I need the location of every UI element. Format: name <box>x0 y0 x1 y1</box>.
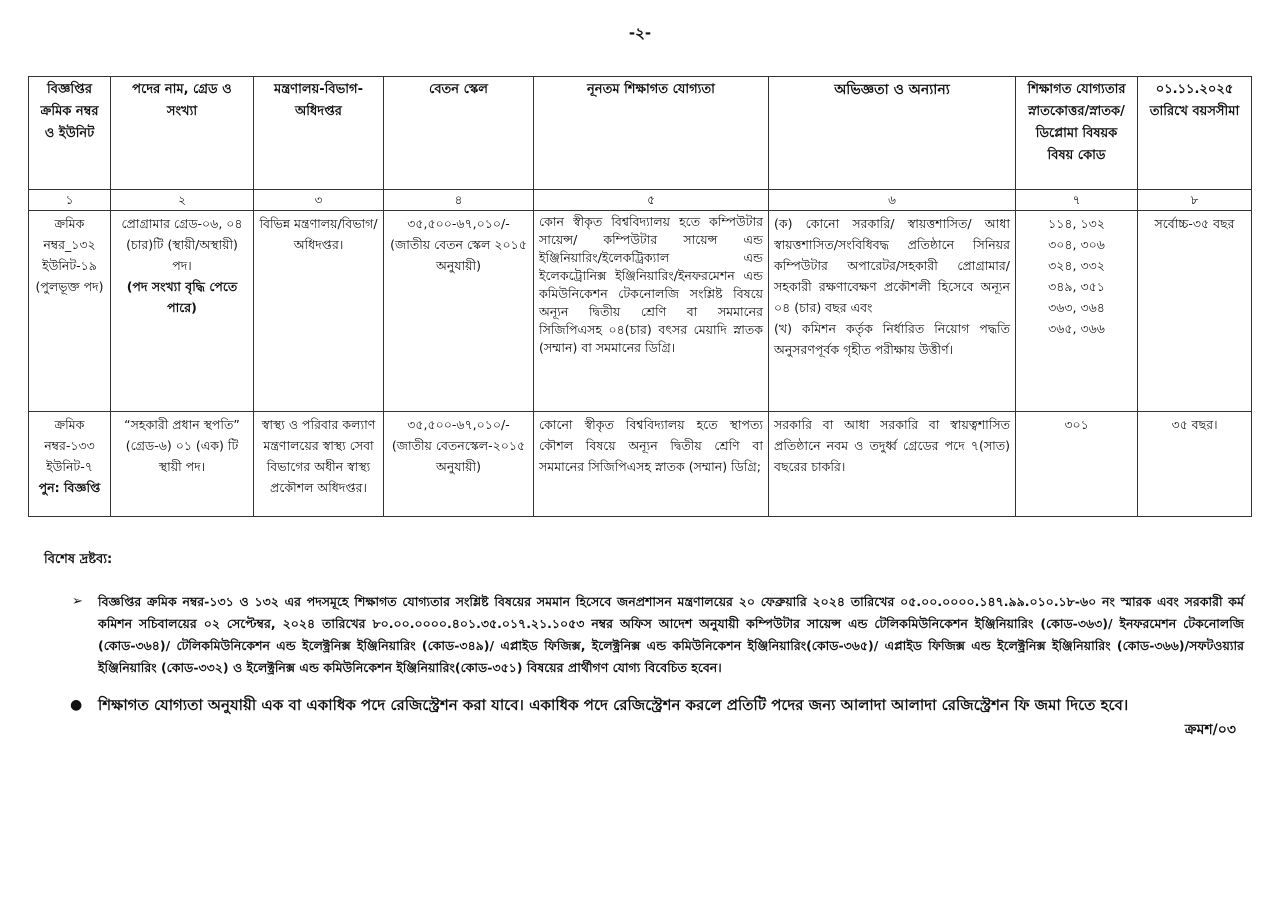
subject-code: ১১৪, ১৩২ <box>1048 216 1105 231</box>
age-limit-cell: সর্বোচ্চ-৩৫ বছর <box>1138 211 1252 412</box>
header-experience: অভিজ্ঞতা ও অন্যান্য <box>769 77 1016 190</box>
note-registration <box>70 693 1244 717</box>
serial-cell <box>29 412 111 517</box>
column-number: ৭ <box>1016 190 1138 211</box>
column-number-row <box>29 190 1252 211</box>
experience-cell <box>769 211 1016 412</box>
column-number: ১ <box>29 190 111 211</box>
header-ministry: মন্ত্রণালয়-বিভাগ-অধিদপ্তর <box>254 77 384 190</box>
post-cell <box>111 211 254 412</box>
post-text: প্রোগ্রামার গ্রেড-০৬, ০৪ (চার)টি (স্থায়ী/অস্থায়ী) পদ। <box>121 216 243 273</box>
notes-title: বিশেষ দ্রষ্টব্য: <box>44 552 113 567</box>
job-circular-table <box>28 76 1252 517</box>
re-advertisement-label: পুন: বিজ্ঞপ্তি <box>38 480 101 495</box>
header-age-limit: ০১.১১.২০২৫ তারিখে বয়সসীমা <box>1138 77 1252 190</box>
serial-text: ক্রমিক নম্বর-১৩৩ ইউনিট-৭ <box>44 417 95 474</box>
continued-label: ক্রমশ/০৩ <box>1184 722 1236 738</box>
dot-bullet-icon: ● <box>70 697 83 713</box>
subject-code: ৩৬৫, ৩৬৬ <box>1048 321 1105 336</box>
header-post: পদের নাম, গ্রেড ও সংখ্যা <box>111 77 254 190</box>
pay-scale-cell: ৩৫,৫০০-৬৭,০১০/- (জাতীয় বেতনস্কেল-২০১৫ অনুযায়ী) <box>384 412 534 517</box>
table-row <box>29 412 1252 517</box>
note-text: বিজ্ঞপ্তির ক্রমিক নম্বর-১৩১ ও ১৩২ এর পদসমূহে শিক্ষাগত যোগ্যতার সংশ্লিষ্ট বিষয়ের সমমান হিসেবে জনপ্রশাসন মন্ত্রণালয়ের ২০ ফেব্রুয়ারি ২০২৪ তারিখের ০৫.০০.০০০০.১৪৭.৯৯.০১০.১৮-৬০ নং স্মারক এবং সরকারী কর্ম কমিশন সচিবালয়ের ০২ সেপ্টেম্বর, ২০২৪ তারিখের ৮০.০০.০০০০.৪০১.৩৫.০১৭.২১.১০৫৩ নম্বর অফিস আদেশ অনুযায়ী কম্পিউটার সায়েন্স এন্ড টেলিকমিউনিকেশন ইঞ্জিনিয়ারিং (কোড-৩৬৩)/ ইনফরমেশন টেকনোলজি (কোড-৩৬৪)/ টেলিকমিউনিকেশন এন্ড ইলেক্ট্রনিক্স ইঞ্জিনিয়ারিং (কোড-৩৪৯)/ এপ্লাইড ফিজিক্স, ইলেক্ট্রনিক্স এন্ড কমিউনিকেশন ইঞ্জিনিয়ারিং(কোড-৩৬৫)/ এপ্লাইড ফিজিক্স এন্ড ইলেক্ট্রনিক্স ইঞ্জিনিয়ারিং (কোড-৩৬৬)/সফটওয়্যার ইঞ্জিনিয়ারিং (কোড-৩৩২) ও ইলেক্ট্রনিক্স এন্ড কমিউনিকেশন ইঞ্জিনিয়ারিং(কোড-৩৫১) বিষয়ের প্রার্থীগণ যোগ্য বিবেচিত হবেন। <box>98 594 1244 675</box>
experience-cell: সরকারি বা আধা সরকারি বা স্বায়ত্বশাসিত প্রতিষ্ঠানে নবম ও তদুর্ধ্ব গ্রেডের পদে ৭(সাত) বছরের চাকরি। <box>769 412 1016 517</box>
column-number: ৩ <box>254 190 384 211</box>
experience-a: (ক) কোনো সরকারি/ স্বায়ত্তশাসিত/ আধা স্বায়ত্তশাসিত/সংবিধিবদ্ধ প্রতিষ্ঠানে সিনিয়র কম্পিউটার অপারেটর/সহকারী প্রোগ্রামার/ সহকারী রক্ষণাবেক্ষণ প্রকৌশলী হিসেবে অন্যূন ০৪ (চার) বছর এবং <box>774 216 1010 315</box>
ministry-cell: স্বাস্থ্য ও পরিবার কল্যাণ মন্ত্রণালয়ের স্বাস্থ্য সেবা বিভাগের অধীন স্বাস্থ্য প্রকৌশল অধিদপ্তর। <box>254 412 384 517</box>
subject-code-cell: ৩০১ <box>1016 412 1138 517</box>
header-pay-scale: বেতন স্কেল <box>384 77 534 190</box>
page-number: -২- <box>628 24 652 42</box>
note-equivalent-subjects <box>72 591 1244 679</box>
column-number: ৫ <box>534 190 769 211</box>
special-notes <box>44 550 1244 717</box>
serial-cell: ক্রমিক নম্বর_১৩২ ইউনিট-১৯ (পুলভূক্ত পদ) <box>29 211 111 412</box>
subject-code: ৩২৪, ৩৩২ <box>1048 258 1105 273</box>
header-education: নূনতম শিক্ষাগত যোগ্যতা <box>534 77 769 190</box>
post-note: (পদ সংখ্যা বৃদ্ধি পেতে পারে) <box>126 279 238 315</box>
subject-code: ৩৬৩, ৩৬৪ <box>1048 300 1105 315</box>
note-text: শিক্ষাগত যোগ্যতা অনুযায়ী এক বা একাধিক পদে রেজিস্ট্রেশন করা যাবে। একাধিক পদে রেজিস্ট্রেশন করলে প্রতিটি পদের জন্য আলাদা আলাদা রেজিস্ট্রেশন ফি জমা দিতে হবে। <box>98 696 1129 714</box>
experience-b: (খ) কমিশন কর্তৃক নির্ধারিত নিয়োগ পদ্ধতি অনুসরণপূর্বক গৃহীত পরীক্ষায় উত্তীর্ণ। <box>774 321 1010 357</box>
education-cell: কোনো স্বীকৃত বিশ্ববিদ্যালয় হতে স্থাপত্য কৌশল বিষয়ে অন্যূন দ্বিতীয় শ্রেণি বা সমমানের সিজিপিএসহ স্নাতক (সম্মান) ডিগ্রি; <box>534 412 769 517</box>
subject-code: ৩৪৯, ৩৫১ <box>1048 279 1105 294</box>
ministry-cell: বিভিন্ন মন্ত্রণালয়/বিভাগ/ অধিদপ্তর। <box>254 211 384 412</box>
subject-code-cell <box>1016 211 1138 412</box>
post-cell: “সহকারী প্রধান স্থপতি” (গ্রেড-৬) ০১ (এক) টি স্থায়ী পদ। <box>111 412 254 517</box>
pay-scale-cell: ৩৫,৫০০-৬৭,০১০/- (জাতীয় বেতন স্কেল ২০১৫ অনুযায়ী) <box>384 211 534 412</box>
arrow-bullet-icon: ➢ <box>72 594 83 609</box>
header-row <box>29 77 1252 190</box>
header-serial: বিজ্ঞপ্তির ক্রমিক নম্বর ও ইউনিট <box>29 77 111 190</box>
subject-code: ৩০৪, ৩০৬ <box>1048 237 1105 252</box>
header-subject-code: শিক্ষাগত যোগ্যতার স্নাতকোত্তর/স্নাতক/ ডিপ্লোমা বিষয়ক বিষয় কোড <box>1016 77 1138 190</box>
age-limit-cell: ৩৫ বছর। <box>1138 412 1252 517</box>
education-cell: কোন স্বীকৃত বিশ্ববিদ্যালয় হতে কম্পিউটার সায়েন্স/ কম্পিউটার সায়েন্স এন্ড ইঞ্জিনিয়ারিং/ইলেকট্রিক্যাল এন্ড ইলেকট্রোনিক্স ইঞ্জিনিয়ারিং/ইনফরমেশন এন্ড কমিউনিকেশন টেকনোলজি সংশ্লিষ্ট বিষয়ে অন্যূন দ্বিতীয় শ্রেণি বা সমমানের সিজিপিএসহ ০৪(চার) বৎসর মেয়াদি স্নাতক (সম্মান) বা সমমানের ডিগ্রি। <box>534 211 769 412</box>
table-row <box>29 211 1252 412</box>
column-number: ৪ <box>384 190 534 211</box>
column-number: ৮ <box>1138 190 1252 211</box>
column-number: ২ <box>111 190 254 211</box>
column-number: ৬ <box>769 190 1016 211</box>
